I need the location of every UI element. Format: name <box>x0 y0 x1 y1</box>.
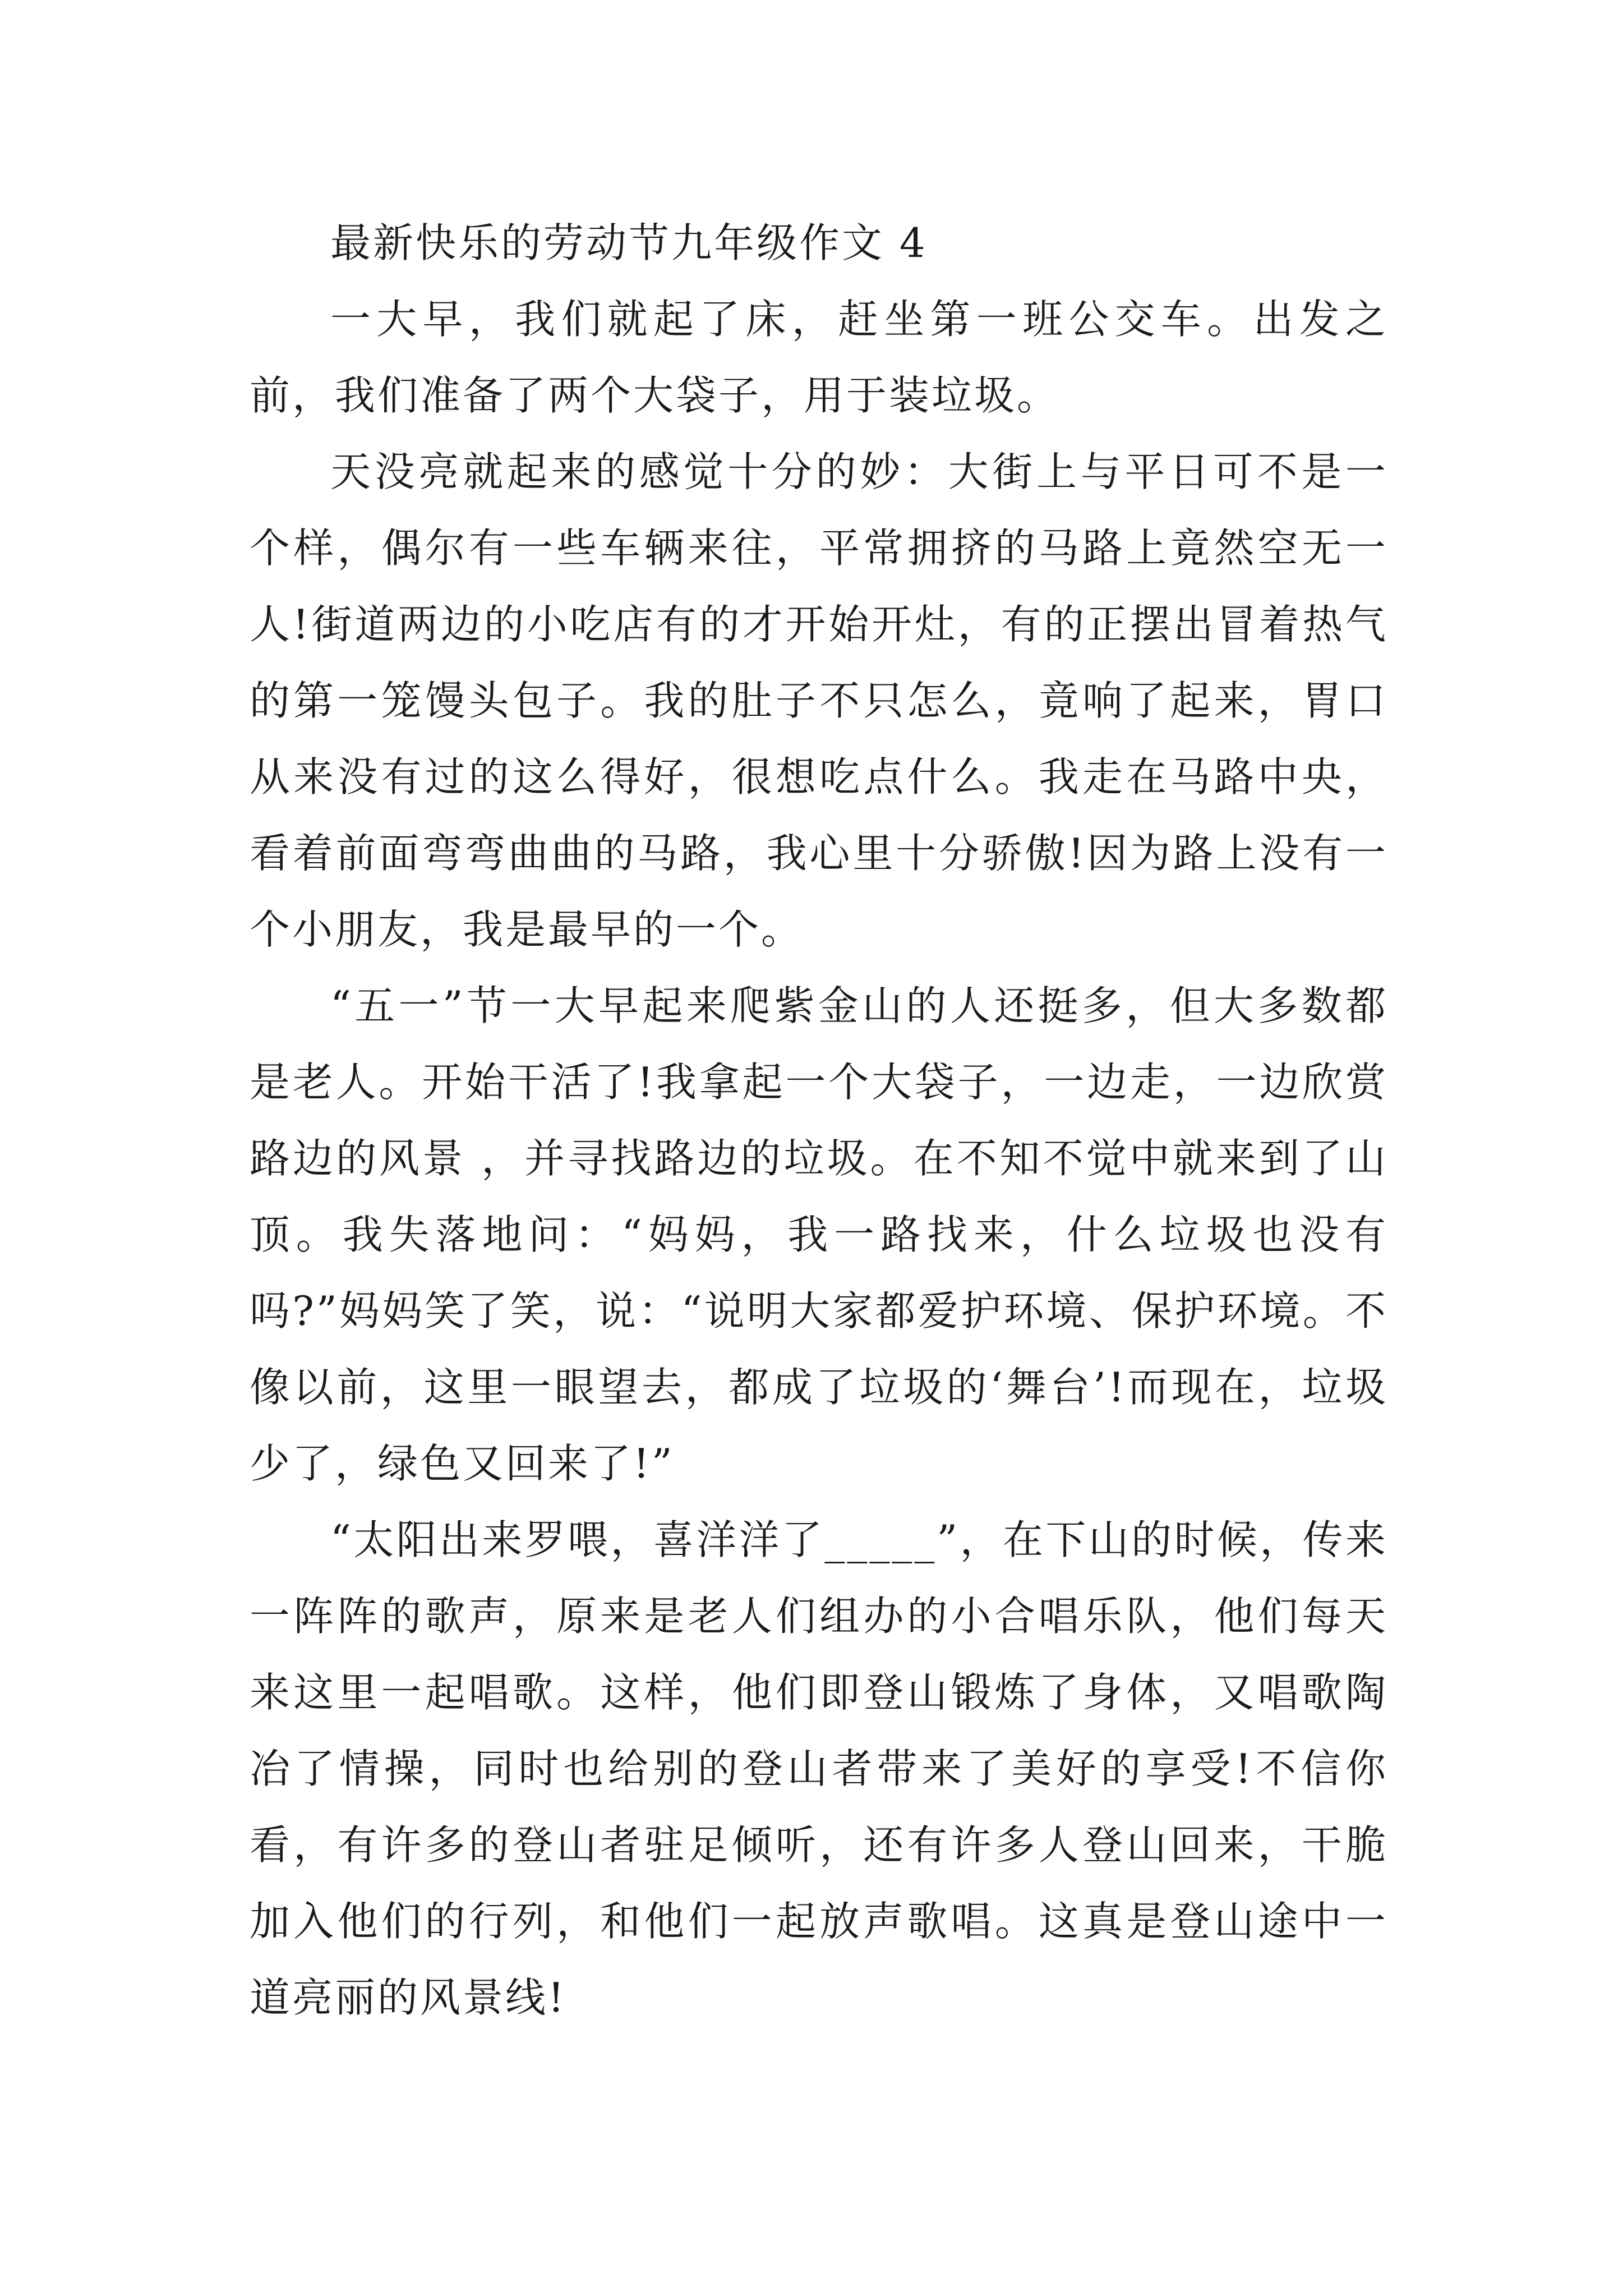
paragraph-4: “太阳出来罗喂，喜洋洋了_____”，在下山的时候，传来一阵阵的歌声，原来是老人们组办的小合唱乐队，他们每天来这里一起唱歌。这样，他们即登山锻炼了身体，又唱歌陶冶了情操，同时也给别的登山者带来了美好的享受!不信你看，有许多的登山者驻足倾听，还有许多人登山回来，干脆加入他们的行列，和他们一起放声歌唱。这真是登山途中一道亮丽的风景线! <box>250 1516 1388 2021</box>
document-title: 最新快乐的劳动节九年级作文 4 <box>330 219 928 266</box>
paragraph-2: 天没亮就起来的感觉十分的妙：大街上与平日可不是一个样，偶尔有一些车辆来往，平常拥挤的马路上竟然空无一人!街道两边的小吃店有的才开始开灶，有的正摆出冒着热气的第一笼馒头包子。我的肚子不只怎么，竟响了起来，胃口从来没有过的这么得好，很想吃点什么。我走在马路中央，看着前面弯弯曲曲的马路，我心里十分骄傲!因为路上没有一个小朋友，我是最早的一个。 <box>250 448 1388 953</box>
document-body <box>250 205 1388 2036</box>
paragraph-3: “五一”节一大早起来爬紫金山的人还挺多，但大多数都是老人。开始干活了!我拿起一个大袋子，一边走，一边欣赏路边的风景 ，并寻找路边的垃圾。在不知不觉中就来到了山顶。我失落地问：“妈妈，我一路找来，什么垃圾也没有吗?”妈妈笑了笑，说：“说明大家都爱护环境、保护环境。不像以前，这里一眼望去，都成了垃圾的‘舞台’!而现在，垃圾少了，绿色又回来了!” <box>250 982 1388 1487</box>
paragraph-1: 一大早，我们就起了床，赶坐第一班公交车。出发之前，我们准备了两个大袋子，用于装垃圾。 <box>250 296 1388 419</box>
